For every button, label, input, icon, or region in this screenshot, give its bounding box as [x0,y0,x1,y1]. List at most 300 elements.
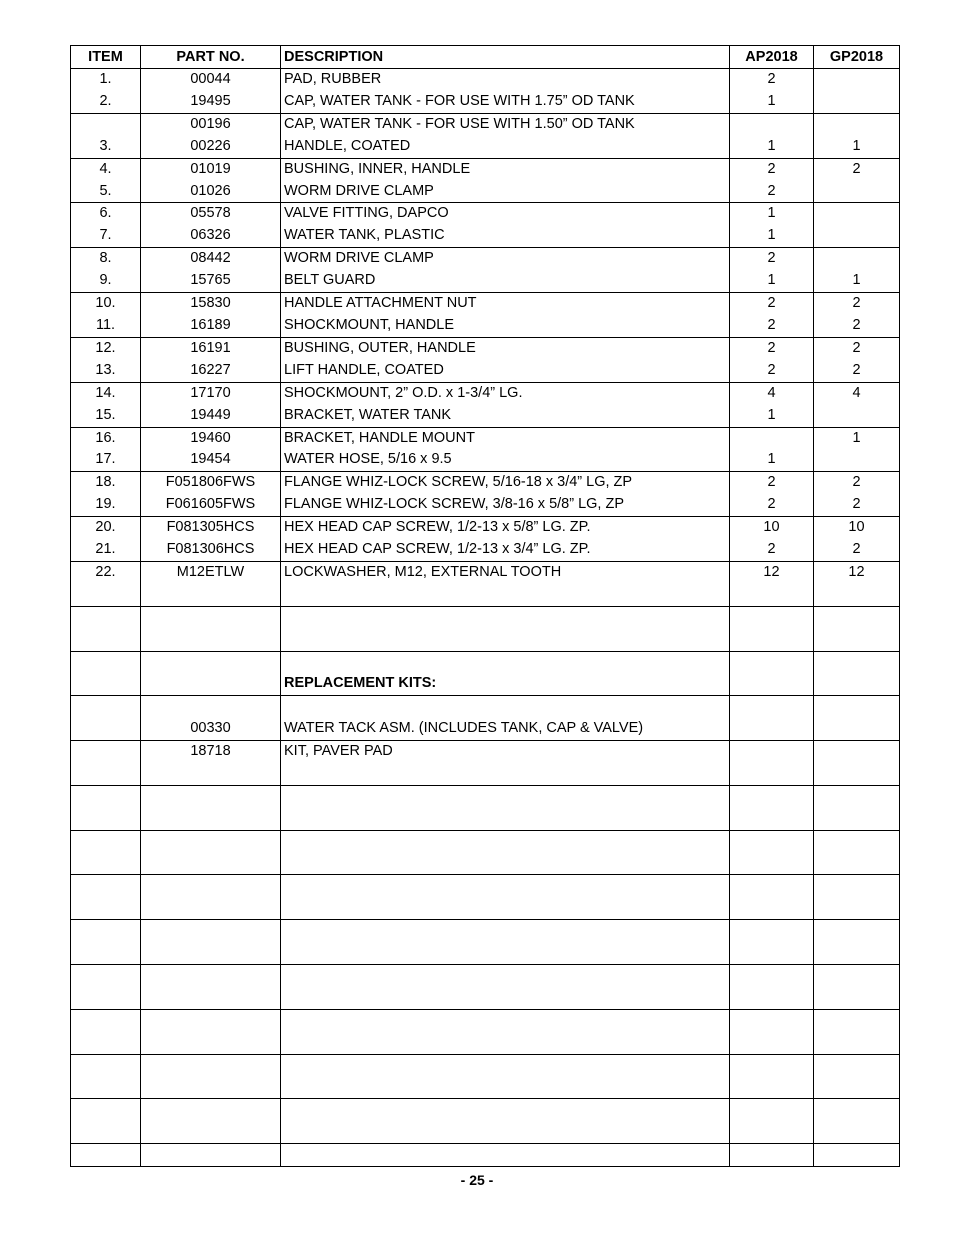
part-number-cell: 01019 [141,158,281,180]
item-cell [71,1054,141,1076]
description-cell: BUSHING, INNER, HANDLE [281,158,730,180]
table-row [71,494,900,516]
ap2018-qty-cell [730,897,814,919]
table-row [71,606,900,628]
part-number-cell [141,965,281,987]
part-number-cell: 00226 [141,136,281,158]
description-cell: BRACKET, WATER TANK [281,405,730,427]
table-row [71,1144,900,1167]
ap2018-qty-cell [730,875,814,897]
part-number-cell [141,830,281,852]
table-row [71,270,900,292]
gp2018-qty-cell [814,91,900,113]
part-number-cell [141,606,281,628]
gp2018-qty-cell [814,718,900,740]
gp2018-qty-cell: 2 [814,315,900,337]
gp2018-qty-cell [814,181,900,203]
gp2018-qty-cell [814,942,900,964]
description-cell: WATER HOSE, 5/16 x 9.5 [281,449,730,471]
gp2018-qty-cell [814,584,900,606]
gp2018-qty-cell [814,763,900,785]
part-number-cell [141,696,281,718]
ap2018-qty-cell: 2 [730,360,814,382]
description-cell: CAP, WATER TANK - FOR USE WITH 1.50” OD TANK [281,113,730,135]
table-row [71,763,900,785]
ap2018-qty-cell [730,987,814,1009]
description-cell: PAD, RUBBER [281,69,730,91]
description-cell: KIT, PAVER PAD [281,741,730,763]
ap2018-qty-cell [730,853,814,875]
item-cell: 22. [71,561,141,583]
ap2018-qty-cell: 1 [730,225,814,247]
parts-list-table [70,45,900,1167]
gp2018-qty-cell [814,1121,900,1143]
part-number-cell: F081306HCS [141,539,281,561]
table-row [71,1009,900,1031]
part-number-cell [141,920,281,942]
item-cell [71,920,141,942]
part-number-cell: F061605FWS [141,494,281,516]
gp2018-qty-cell [814,965,900,987]
gp2018-qty-cell [814,1099,900,1121]
gp2018-qty-cell [814,785,900,807]
description-cell: BUSHING, OUTER, HANDLE [281,337,730,359]
description-cell [281,808,730,830]
gp2018-qty-cell: 1 [814,136,900,158]
part-number-cell: M12ETLW [141,561,281,583]
description-cell [281,1099,730,1121]
description-cell [281,651,730,673]
item-cell [71,830,141,852]
item-cell: 20. [71,517,141,539]
item-cell: 10. [71,293,141,315]
ap2018-qty-cell [730,741,814,763]
table-row [71,405,900,427]
part-number-cell [141,629,281,651]
description-cell [281,875,730,897]
table-row [71,1099,900,1121]
description-cell: CAP, WATER TANK - FOR USE WITH 1.75” OD TANK [281,91,730,113]
table-header-row [71,46,900,69]
item-cell: 7. [71,225,141,247]
description-cell: SHOCKMOUNT, 2” O.D. x 1-3/4” LG. [281,382,730,404]
item-cell [71,651,141,673]
description-cell: WORM DRIVE CLAMP [281,181,730,203]
part-number-cell: F051806FWS [141,472,281,494]
part-number-cell [141,897,281,919]
description-cell [281,785,730,807]
table-row [71,539,900,561]
part-number-cell: 16227 [141,360,281,382]
gp2018-qty-cell [814,203,900,225]
item-cell: 15. [71,405,141,427]
gp2018-qty-cell [814,1144,900,1167]
ap2018-qty-cell [730,584,814,606]
gp2018-qty-cell [814,248,900,270]
table-row [71,785,900,807]
table-row [71,853,900,875]
item-cell [71,897,141,919]
description-cell [281,965,730,987]
item-cell [71,629,141,651]
description-cell [281,629,730,651]
ap2018-qty-cell [730,785,814,807]
part-number-cell [141,808,281,830]
description-cell: BELT GUARD [281,270,730,292]
description-cell: WATER TANK, PLASTIC [281,225,730,247]
ap2018-qty-cell [730,673,814,695]
part-number-cell: 05578 [141,203,281,225]
item-cell [71,1009,141,1031]
table-row [71,360,900,382]
part-number-cell: F081305HCS [141,517,281,539]
gp2018-qty-cell: 4 [814,382,900,404]
description-cell [281,942,730,964]
item-cell [71,853,141,875]
item-cell: 13. [71,360,141,382]
item-cell: 21. [71,539,141,561]
ap2018-qty-cell [730,1054,814,1076]
table-row [71,584,900,606]
description-cell [281,897,730,919]
ap2018-qty-cell: 1 [730,405,814,427]
description-cell [281,1121,730,1143]
gp2018-qty-cell [814,830,900,852]
item-cell: 17. [71,449,141,471]
part-number-cell: 19454 [141,449,281,471]
ap2018-qty-cell [730,1099,814,1121]
part-number-cell: 16189 [141,315,281,337]
part-number-cell: 06326 [141,225,281,247]
ap2018-qty-cell: 1 [730,91,814,113]
part-number-cell [141,1054,281,1076]
item-cell: 11. [71,315,141,337]
gp2018-qty-cell: 2 [814,360,900,382]
header-part-no: PART NO. [141,46,281,69]
part-number-cell: 18718 [141,741,281,763]
header-ap2018: AP2018 [730,46,814,69]
gp2018-qty-cell [814,673,900,695]
table-row [71,113,900,135]
gp2018-qty-cell [814,606,900,628]
ap2018-qty-cell: 1 [730,270,814,292]
gp2018-qty-cell: 2 [814,494,900,516]
part-number-cell: 16191 [141,337,281,359]
description-cell: WATER TACK ASM. (INCLUDES TANK, CAP & VALVE) [281,718,730,740]
item-cell [71,584,141,606]
gp2018-qty-cell [814,1076,900,1098]
part-number-cell [141,673,281,695]
table-row [71,629,900,651]
table-row [71,91,900,113]
item-cell [71,1144,141,1167]
table-row [71,696,900,718]
part-number-cell [141,584,281,606]
item-cell [71,785,141,807]
ap2018-qty-cell [730,763,814,785]
part-number-cell [141,987,281,1009]
description-cell [281,1054,730,1076]
ap2018-qty-cell: 2 [730,69,814,91]
description-cell: REPLACEMENT KITS: [281,673,730,695]
part-number-cell [141,1009,281,1031]
item-cell: 3. [71,136,141,158]
gp2018-qty-cell [814,1032,900,1054]
part-number-cell: 01026 [141,181,281,203]
part-number-cell [141,853,281,875]
ap2018-qty-cell: 1 [730,203,814,225]
header-item: ITEM [71,46,141,69]
table-row [71,382,900,404]
item-cell: 18. [71,472,141,494]
item-cell: 16. [71,427,141,449]
ap2018-qty-cell: 2 [730,293,814,315]
item-cell: 9. [71,270,141,292]
gp2018-qty-cell [814,696,900,718]
item-cell: 4. [71,158,141,180]
item-cell [71,1099,141,1121]
gp2018-qty-cell [814,808,900,830]
header-description: DESCRIPTION [281,46,730,69]
ap2018-qty-cell: 2 [730,337,814,359]
description-cell [281,853,730,875]
table-row [71,472,900,494]
item-cell: 1. [71,69,141,91]
part-number-cell: 00330 [141,718,281,740]
table-row [71,1076,900,1098]
part-number-cell [141,785,281,807]
table-row [71,315,900,337]
part-number-cell [141,875,281,897]
gp2018-qty-cell [814,629,900,651]
gp2018-qty-cell: 2 [814,472,900,494]
part-number-cell [141,651,281,673]
ap2018-qty-cell [730,1121,814,1143]
gp2018-qty-cell: 2 [814,293,900,315]
gp2018-qty-cell [814,897,900,919]
description-cell [281,763,730,785]
description-cell [281,830,730,852]
description-cell: HEX HEAD CAP SCREW, 1/2-13 x 3/4” LG. ZP. [281,539,730,561]
item-cell [71,763,141,785]
table-row [71,897,900,919]
table-row [71,741,900,763]
item-cell: 5. [71,181,141,203]
table-row [71,942,900,964]
ap2018-qty-cell: 2 [730,472,814,494]
item-cell: 2. [71,91,141,113]
part-number-cell [141,942,281,964]
part-number-cell [141,1076,281,1098]
ap2018-qty-cell [730,920,814,942]
gp2018-qty-cell: 2 [814,539,900,561]
table-row [71,808,900,830]
gp2018-qty-cell [814,405,900,427]
ap2018-qty-cell: 2 [730,158,814,180]
description-cell [281,920,730,942]
ap2018-qty-cell: 10 [730,517,814,539]
table-row [71,1032,900,1054]
item-cell [71,808,141,830]
item-cell: 8. [71,248,141,270]
item-cell: 14. [71,382,141,404]
item-cell [71,965,141,987]
description-cell [281,584,730,606]
description-cell: LOCKWASHER, M12, EXTERNAL TOOTH [281,561,730,583]
table-row [71,1054,900,1076]
gp2018-qty-cell: 2 [814,337,900,359]
description-cell: FLANGE WHIZ-LOCK SCREW, 3/8-16 x 5/8” LG, ZP [281,494,730,516]
ap2018-qty-cell [730,830,814,852]
part-number-cell [141,1032,281,1054]
gp2018-qty-cell [814,741,900,763]
ap2018-qty-cell [730,113,814,135]
ap2018-qty-cell: 2 [730,539,814,561]
table-row [71,293,900,315]
table-row [71,449,900,471]
part-number-cell: 17170 [141,382,281,404]
page-number: - 25 - [460,1172,494,1188]
table-row [71,427,900,449]
table-row [71,203,900,225]
gp2018-qty-cell [814,875,900,897]
ap2018-qty-cell: 4 [730,382,814,404]
gp2018-qty-cell: 1 [814,427,900,449]
ap2018-qty-cell [730,1032,814,1054]
ap2018-qty-cell [730,696,814,718]
table-row [71,136,900,158]
ap2018-qty-cell [730,1144,814,1167]
part-number-cell [141,1121,281,1143]
gp2018-qty-cell: 10 [814,517,900,539]
table-row [71,965,900,987]
ap2018-qty-cell: 1 [730,136,814,158]
description-cell [281,1009,730,1031]
part-number-cell: 19495 [141,91,281,113]
item-cell: 12. [71,337,141,359]
ap2018-qty-cell: 2 [730,315,814,337]
part-number-cell: 08442 [141,248,281,270]
table-row [71,987,900,1009]
table-row [71,830,900,852]
table-row [71,69,900,91]
description-cell: WORM DRIVE CLAMP [281,248,730,270]
gp2018-qty-cell [814,225,900,247]
gp2018-qty-cell [814,987,900,1009]
description-cell [281,1032,730,1054]
item-cell [71,696,141,718]
gp2018-qty-cell [814,1054,900,1076]
item-cell [71,606,141,628]
gp2018-qty-cell [814,449,900,471]
description-cell: VALVE FITTING, DAPCO [281,203,730,225]
item-cell [71,741,141,763]
header-gp2018: GP2018 [814,46,900,69]
part-number-cell: 15830 [141,293,281,315]
table-row [71,875,900,897]
table-row [71,673,900,695]
part-number-cell [141,763,281,785]
item-cell [71,1076,141,1098]
description-cell [281,1144,730,1167]
gp2018-qty-cell [814,1009,900,1031]
part-number-cell: 15765 [141,270,281,292]
part-number-cell [141,1099,281,1121]
gp2018-qty-cell [814,853,900,875]
part-number-cell [141,1144,281,1167]
description-cell: HANDLE, COATED [281,136,730,158]
description-cell: BRACKET, HANDLE MOUNT [281,427,730,449]
item-cell: 6. [71,203,141,225]
ap2018-qty-cell [730,718,814,740]
ap2018-qty-cell [730,942,814,964]
item-cell [71,1032,141,1054]
item-cell [71,942,141,964]
description-cell: LIFT HANDLE, COATED [281,360,730,382]
table-row [71,920,900,942]
description-cell [281,987,730,1009]
gp2018-qty-cell: 2 [814,158,900,180]
ap2018-qty-cell [730,808,814,830]
item-cell [71,673,141,695]
ap2018-qty-cell [730,606,814,628]
description-cell: HANDLE ATTACHMENT NUT [281,293,730,315]
gp2018-qty-cell: 12 [814,561,900,583]
ap2018-qty-cell [730,427,814,449]
item-cell: 19. [71,494,141,516]
table-row [71,225,900,247]
item-cell [71,718,141,740]
table-row [71,248,900,270]
item-cell [71,987,141,1009]
gp2018-qty-cell [814,113,900,135]
ap2018-qty-cell: 1 [730,449,814,471]
description-cell: HEX HEAD CAP SCREW, 1/2-13 x 5/8” LG. ZP. [281,517,730,539]
part-number-cell: 19460 [141,427,281,449]
table-row [71,1121,900,1143]
table-row [71,561,900,583]
ap2018-qty-cell: 12 [730,561,814,583]
ap2018-qty-cell: 2 [730,181,814,203]
description-cell [281,606,730,628]
gp2018-qty-cell: 1 [814,270,900,292]
table-row [71,651,900,673]
description-cell: SHOCKMOUNT, HANDLE [281,315,730,337]
gp2018-qty-cell [814,920,900,942]
ap2018-qty-cell: 2 [730,248,814,270]
description-cell: FLANGE WHIZ-LOCK SCREW, 5/16-18 x 3/4” LG, ZP [281,472,730,494]
table-row [71,158,900,180]
part-number-cell: 00044 [141,69,281,91]
item-cell [71,875,141,897]
ap2018-qty-cell: 2 [730,494,814,516]
ap2018-qty-cell [730,629,814,651]
table-row [71,181,900,203]
item-cell [71,1121,141,1143]
ap2018-qty-cell [730,1009,814,1031]
description-cell [281,696,730,718]
description-cell [281,1076,730,1098]
table-row [71,337,900,359]
table-row [71,718,900,740]
part-number-cell: 00196 [141,113,281,135]
gp2018-qty-cell [814,651,900,673]
ap2018-qty-cell [730,965,814,987]
ap2018-qty-cell [730,1076,814,1098]
table-row [71,517,900,539]
part-number-cell: 19449 [141,405,281,427]
item-cell [71,113,141,135]
